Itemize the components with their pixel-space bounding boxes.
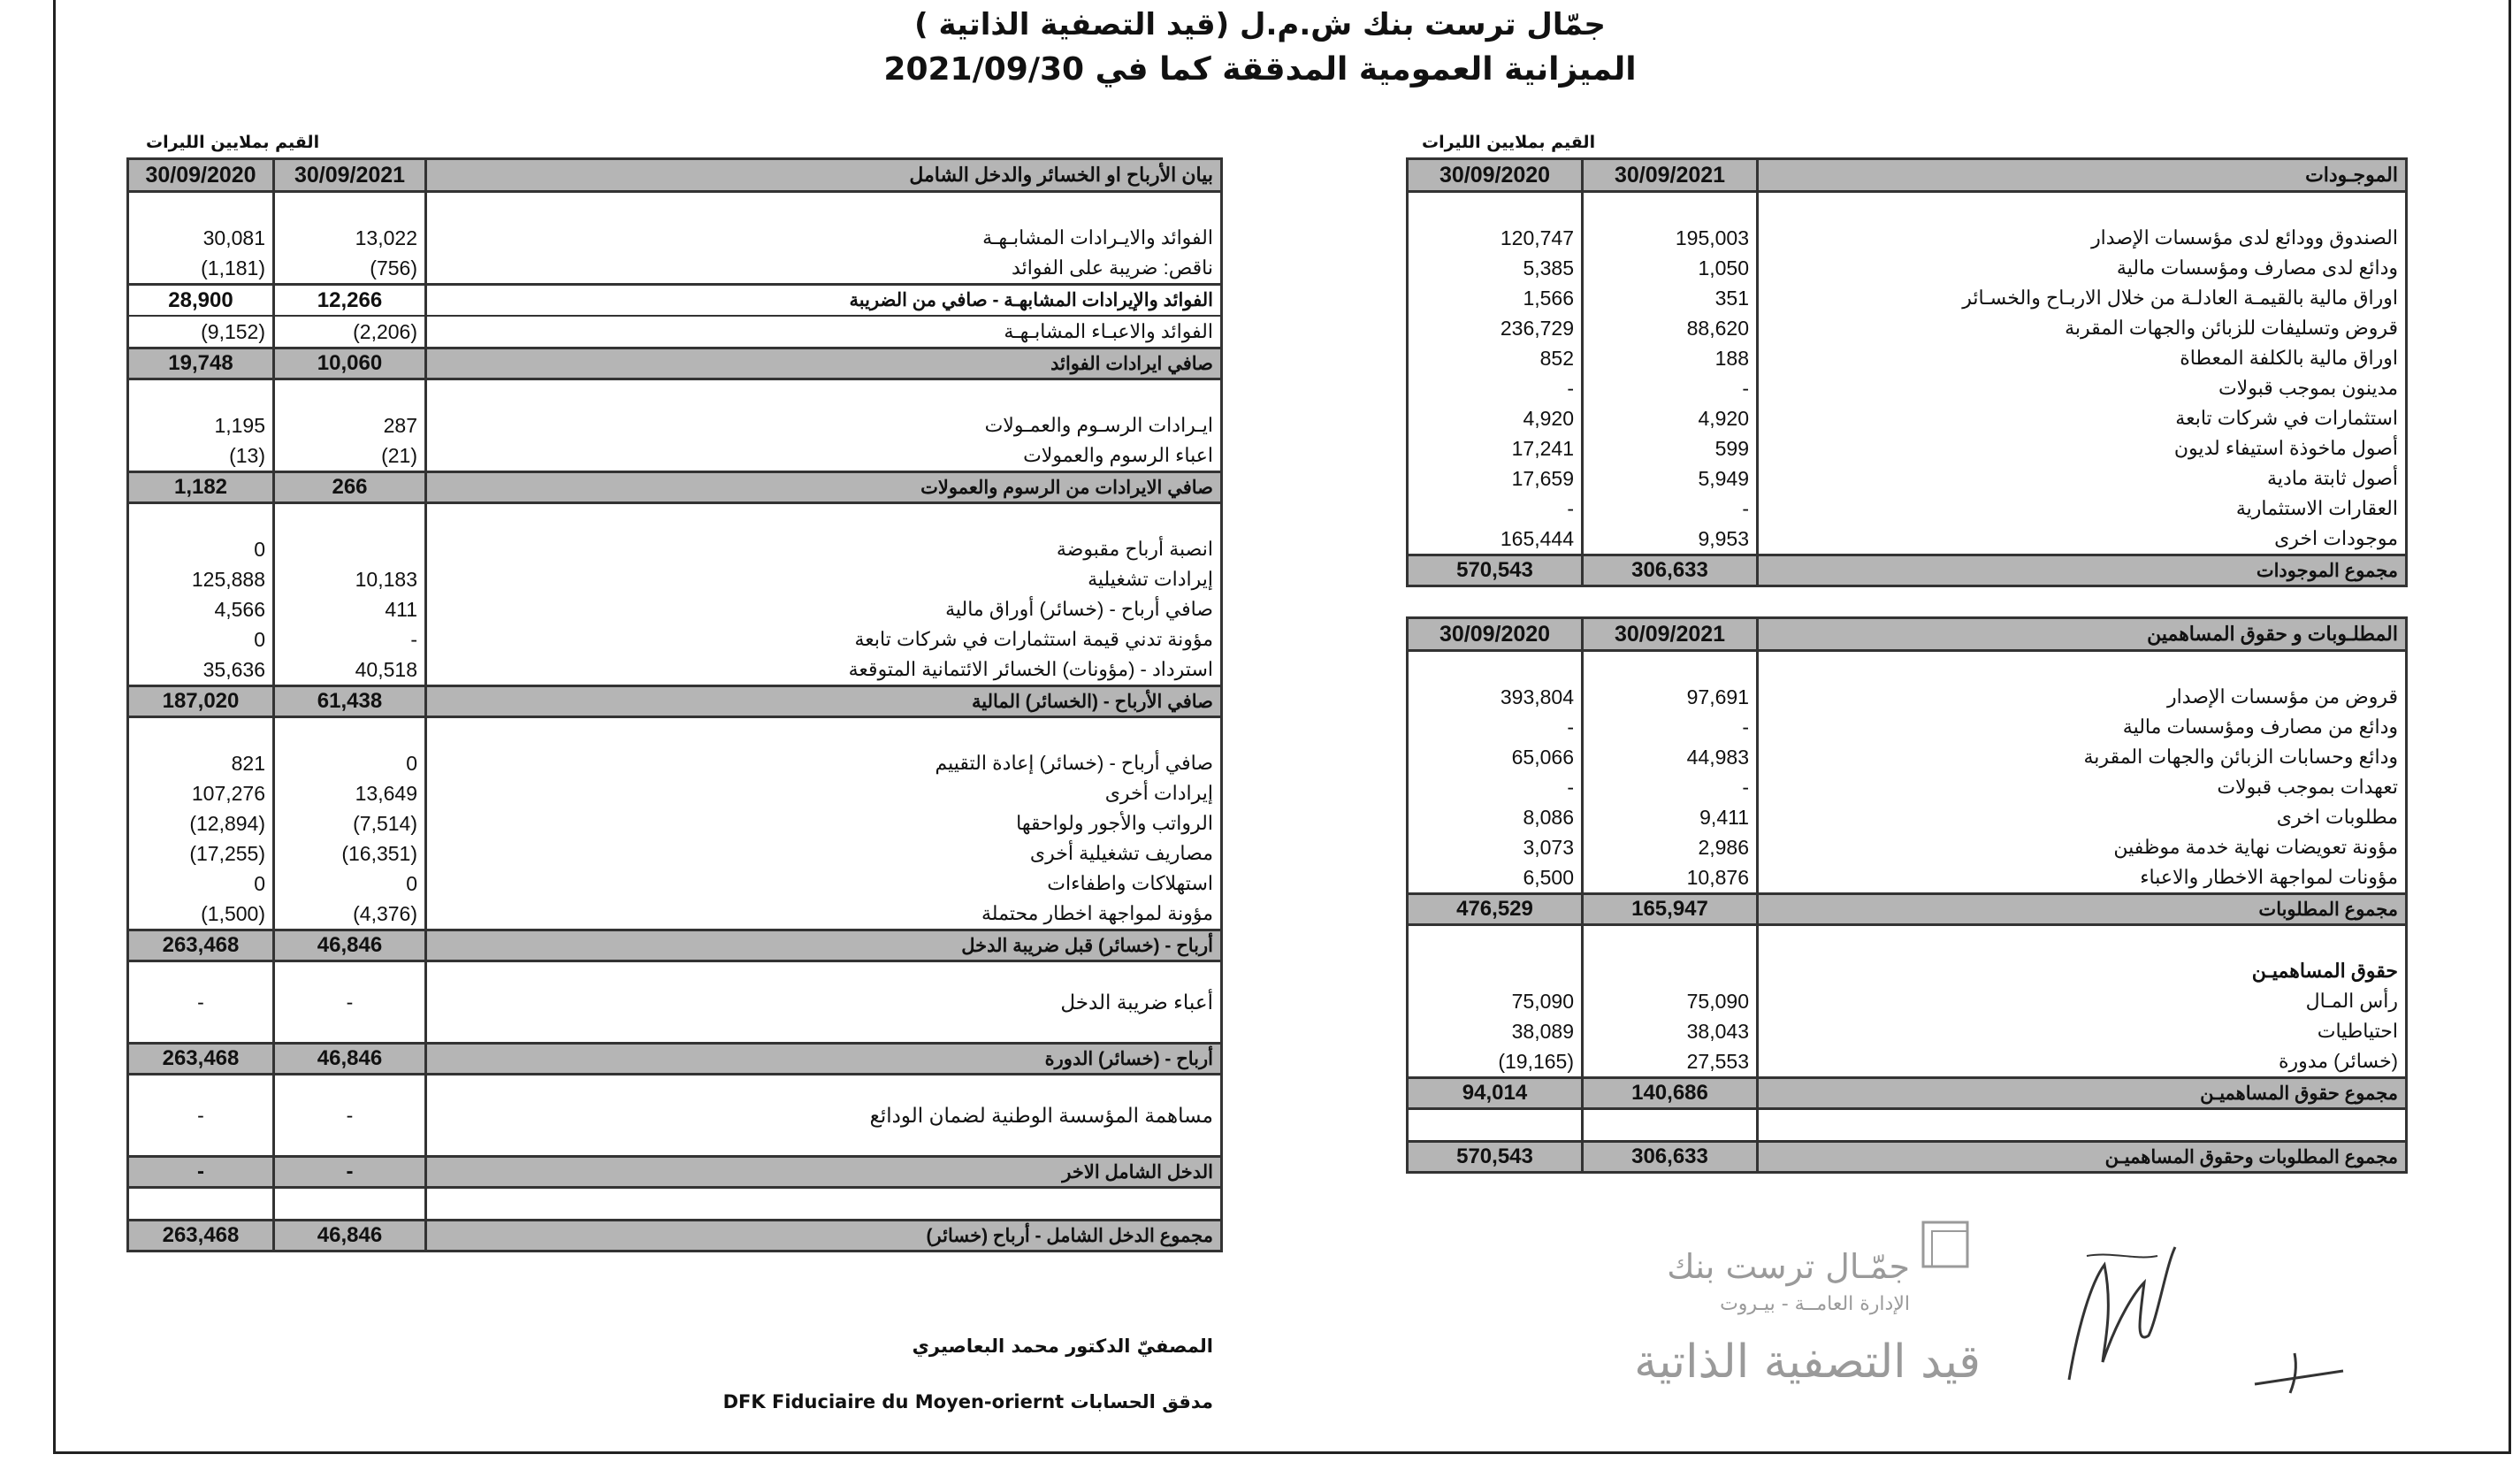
income-net-financial-label: صافي الأرباح - (الخسائر) المالية	[426, 686, 1222, 717]
income-nidc-contribution	[128, 1075, 1222, 1157]
asset-row-label: الصندوق وودائع لدى مؤسسات الإصدار	[1758, 223, 2407, 253]
assets-total-2021: 306,633	[1583, 555, 1758, 586]
income-gap-4	[128, 717, 1222, 749]
income-gap-5	[128, 1188, 1222, 1221]
liability-row	[1408, 772, 2407, 802]
equity-row-label: احتياطيات	[1758, 1016, 2407, 1046]
equity-title-row	[1408, 956, 2407, 986]
income-total-comprehensive-label: مجموع الدخل الشامل - أرباح (خسائر)	[426, 1221, 1222, 1252]
asset-row	[1408, 223, 2407, 253]
income-row	[128, 223, 1222, 253]
income-row-2021: 13,649	[274, 778, 426, 808]
income-row	[128, 778, 1222, 808]
asset-row	[1408, 343, 2407, 373]
liability-row-label: ودائع وحسابات الزبائن والجهات المقربة	[1758, 742, 2407, 772]
income-row-2021: (16,351)	[274, 838, 426, 869]
equity-row-2021: 38,043	[1583, 1016, 1758, 1046]
income-row-label: مصاريف تشغيلية أخرى	[426, 838, 1222, 869]
income-row	[128, 253, 1222, 285]
income-row-2021: (4,376)	[274, 899, 426, 930]
income-row	[128, 624, 1222, 654]
liabilities-col-2020: 30/09/2020	[1408, 618, 1583, 651]
income-net-financial-2020: 187,020	[128, 686, 274, 717]
asset-row	[1408, 283, 2407, 313]
asset-row	[1408, 403, 2407, 433]
income-row-2021	[274, 534, 426, 564]
income-row-2021: (7,514)	[274, 808, 426, 838]
income-oci	[128, 1157, 1222, 1188]
grand-total-row	[1408, 1142, 2407, 1173]
assets-total-2020: 570,543	[1408, 555, 1583, 586]
liability-row-2020: 8,086	[1408, 802, 1583, 832]
income-oci-label: الدخل الشامل الاخر	[426, 1157, 1222, 1188]
asset-row	[1408, 494, 2407, 524]
income-row-2021: 40,518	[274, 654, 426, 686]
liabilities-total-2021: 165,947	[1583, 894, 1758, 925]
income-period-result-2020: 263,468	[128, 1044, 274, 1075]
income-period-result	[128, 1044, 1222, 1075]
equity-row-2021: 75,090	[1583, 986, 1758, 1016]
asset-row-2020: 17,241	[1408, 433, 1583, 463]
assets-table	[1406, 157, 2408, 587]
asset-row-2021: 188	[1583, 343, 1758, 373]
liability-row-2021: 44,983	[1583, 742, 1758, 772]
asset-row	[1408, 463, 2407, 494]
assets-title: الموجـودات	[1758, 159, 2407, 192]
asset-row-label: العقارات الاستثمارية	[1758, 494, 2407, 524]
income-gap-3	[128, 503, 1222, 535]
income-row-label: صافي أرباح - (خسائر) إعادة التقييم	[426, 748, 1222, 778]
liability-row-2021: 10,876	[1583, 862, 1758, 894]
liability-row-2021: -	[1583, 712, 1758, 742]
liability-row-label: تعهدات بموجب قبولات	[1758, 772, 2407, 802]
income-nidc-contribution-2021: -	[274, 1075, 426, 1157]
income-row-2021: (756)	[274, 253, 426, 285]
asset-row-2020: 120,747	[1408, 223, 1583, 253]
equity-row-2021: 27,553	[1583, 1046, 1758, 1078]
income-row-2021: 287	[274, 410, 426, 440]
income-col-2020: 30/09/2020	[128, 159, 274, 192]
income-oci-2020: -	[128, 1157, 274, 1188]
income-row-2020: 125,888	[128, 564, 274, 594]
liability-row	[1408, 832, 2407, 862]
asset-row-2020: 4,920	[1408, 403, 1583, 433]
equity-row	[1408, 986, 2407, 1016]
income-pre-tax	[128, 930, 1222, 961]
liability-row-2020: 393,804	[1408, 682, 1583, 712]
income-row-label: إيرادات تشغيلية	[426, 564, 1222, 594]
income-row-2021: 0	[274, 869, 426, 899]
asset-row-2020: 165,444	[1408, 524, 1583, 555]
income-row-2020: (13)	[128, 440, 274, 472]
income-row-2021: 0	[274, 748, 426, 778]
income-row-2021: (21)	[274, 440, 426, 472]
liabilities-total-2020: 476,529	[1408, 894, 1583, 925]
grand-gap-row	[1408, 1109, 2407, 1142]
income-interest-net-of-tax-2020: 28,900	[128, 285, 274, 317]
income-pre-tax-2021: 46,846	[274, 930, 426, 961]
asset-row-2020: 236,729	[1408, 313, 1583, 343]
bank-title: جمّال ترست بنك ش.م.ل (قيد التصفية الذاتية )	[914, 7, 1606, 42]
asset-row-label: أصول ثابتة مادية	[1758, 463, 2407, 494]
asset-row-2020: -	[1408, 494, 1583, 524]
liabilities-table	[1406, 616, 2408, 1174]
signature-mark	[2246, 1344, 2352, 1397]
income-row	[128, 534, 1222, 564]
income-row-2020: 30,081	[128, 223, 274, 253]
liabilities-col-2021: 30/09/2021	[1583, 618, 1758, 651]
income-net-interest-2020: 19,748	[128, 348, 274, 379]
income-net-fees-2020: 1,182	[128, 472, 274, 503]
income-row-label: انصبة أرباح مقبوضة	[426, 534, 1222, 564]
income-gap-2	[128, 379, 1222, 411]
income-row-2021: 13,022	[274, 223, 426, 253]
asset-row-2020: -	[1408, 373, 1583, 403]
stamp-status: قيد التصفية الذاتية	[1634, 1336, 1981, 1389]
assets-header-row	[1408, 159, 2407, 192]
liability-row-label: ودائع من مصارف ومؤسسات مالية	[1758, 712, 2407, 742]
income-period-result-2021: 46,846	[274, 1044, 426, 1075]
liability-row	[1408, 802, 2407, 832]
income-net-financial	[128, 686, 1222, 717]
income-row	[128, 869, 1222, 899]
liability-row-label: مؤونة تعويضات نهاية خدمة موظفين	[1758, 832, 2407, 862]
liability-row-2020: 65,066	[1408, 742, 1583, 772]
auditor-name: DFK Fiduciaire du Moyen-oriernt	[722, 1391, 1065, 1412]
liquidator-name: المصفيّ الدكتور محمد البعاصيري	[912, 1336, 1213, 1357]
assets-col-2021: 30/09/2021	[1583, 159, 1758, 192]
income-row-2020: 4,566	[128, 594, 274, 624]
income-row-2020: 0	[128, 624, 274, 654]
equity-gap-row	[1408, 925, 2407, 957]
asset-row-label: قروض وتسليفات للزبائن والجهات المقربة	[1758, 313, 2407, 343]
equity-total-2021: 140,686	[1583, 1078, 1758, 1109]
income-interest-expense-2021: (2,206)	[274, 316, 426, 348]
income-interest-expense-2020: (9,152)	[128, 316, 274, 348]
income-nidc-contribution-2020: -	[128, 1075, 274, 1157]
asset-row-2021: 88,620	[1583, 313, 1758, 343]
income-row-2020: (1,181)	[128, 253, 274, 285]
stamp-bank-name: جمّـال ترست بنك	[1667, 1247, 1910, 1286]
income-row-label: صافي أرباح - (خسائر) أوراق مالية	[426, 594, 1222, 624]
liability-row-2021: 97,691	[1583, 682, 1758, 712]
auditor-line	[723, 1391, 1213, 1412]
asset-row	[1408, 313, 2407, 343]
income-row	[128, 564, 1222, 594]
income-rows	[128, 192, 1222, 1252]
income-nidc-contribution-label: مساهمة المؤسسة الوطنية لضمان الودائع	[426, 1075, 1222, 1157]
liability-row-label: قروض من مؤسسات الإصدار	[1758, 682, 2407, 712]
grand-total-2020: 570,543	[1408, 1142, 1583, 1173]
asset-row-2020: 5,385	[1408, 253, 1583, 283]
income-interest-expense-label: الفوائد والاعبـاء المشابـهـة	[426, 316, 1222, 348]
income-net-interest	[128, 348, 1222, 379]
income-oci-2021: -	[274, 1157, 426, 1188]
income-row-label: مؤونة تدني قيمة استثمارات في شركات تابعة	[426, 624, 1222, 654]
income-table	[126, 157, 1223, 1252]
income-total-comprehensive	[128, 1221, 1222, 1252]
income-row-label: استرداد - (مؤونات) الخسائر الائتمانية المتوقعة	[426, 654, 1222, 686]
income-row-2021: 10,183	[274, 564, 426, 594]
income-units-label: القيم بملايين الليرات	[146, 133, 320, 152]
company-stamp	[1592, 1212, 2016, 1424]
income-row-2021: 411	[274, 594, 426, 624]
income-net-fees-2021: 266	[274, 472, 426, 503]
assets-rows	[1408, 192, 2407, 555]
equity-total-label: مجموع حقوق المساهميـن	[1758, 1078, 2407, 1109]
income-interest-net-of-tax	[128, 285, 1222, 317]
liability-row	[1408, 712, 2407, 742]
income-row-2020: 35,636	[128, 654, 274, 686]
income-interest-net-of-tax-2021: 12,266	[274, 285, 426, 317]
asset-row	[1408, 524, 2407, 555]
equity-row-label: رأس المـال	[1758, 986, 2407, 1016]
income-row-2020: (1,500)	[128, 899, 274, 930]
signature-scribble	[2051, 1229, 2193, 1397]
liability-row-2021: 2,986	[1583, 832, 1758, 862]
asset-row-2021: -	[1583, 373, 1758, 403]
income-row-label: الفوائد والايـرادات المشابـهـة	[426, 223, 1222, 253]
liabilities-header-row	[1408, 618, 2407, 651]
income-net-interest-2021: 10,060	[274, 348, 426, 379]
income-row-2020: 107,276	[128, 778, 274, 808]
income-period-result-label: أرباح - (خسائر) الدورة	[426, 1044, 1222, 1075]
income-tax-2020: -	[128, 961, 274, 1044]
liability-row	[1408, 682, 2407, 712]
income-row-2020: 0	[128, 534, 274, 564]
liability-row-2021: 9,411	[1583, 802, 1758, 832]
statement-title: الميزانية العمومية المدققة كما في 2021/09/30	[883, 51, 1637, 88]
income-row	[128, 838, 1222, 869]
income-row	[128, 808, 1222, 838]
liability-row-2020: 6,500	[1408, 862, 1583, 894]
assets-gap-row	[1408, 192, 2407, 224]
auditor-label: مدقق الحسابات	[1070, 1391, 1213, 1412]
income-row	[128, 654, 1222, 686]
income-pre-tax-2020: 263,468	[128, 930, 274, 961]
asset-row-label: ودائع لدى مصارف ومؤسسات مالية	[1758, 253, 2407, 283]
liab-gap-row	[1408, 651, 2407, 683]
liability-row-2020: -	[1408, 712, 1583, 742]
income-net-interest-label: صافي ايرادات الفوائد	[426, 348, 1222, 379]
income-net-fees	[128, 472, 1222, 503]
grand-total-2021: 306,633	[1583, 1142, 1758, 1173]
income-total-comprehensive-2020: 263,468	[128, 1221, 274, 1252]
liability-row	[1408, 742, 2407, 772]
income-row-label: الرواتب والأجور ولواحقها	[426, 808, 1222, 838]
equity-total-2020: 94,014	[1408, 1078, 1583, 1109]
income-total-comprehensive-2021: 46,846	[274, 1221, 426, 1252]
liability-row-2020: 3,073	[1408, 832, 1583, 862]
asset-row	[1408, 433, 2407, 463]
asset-row-2021: 1,050	[1583, 253, 1758, 283]
equity-row-2020: (19,165)	[1408, 1046, 1583, 1078]
income-interest-expense	[128, 316, 1222, 348]
income-row-label: اعباء الرسوم والعمولات	[426, 440, 1222, 472]
income-row	[128, 899, 1222, 930]
stamp-logo-icon	[1592, 1212, 2016, 1424]
asset-row-2021: 195,003	[1583, 223, 1758, 253]
income-row-2021: -	[274, 624, 426, 654]
income-row-2020: 821	[128, 748, 274, 778]
liability-row	[1408, 862, 2407, 894]
liabilities-total-label: مجموع المطلوبات	[1758, 894, 2407, 925]
equity-row	[1408, 1046, 2407, 1078]
asset-row-label: موجودات اخرى	[1758, 524, 2407, 555]
income-title: بيان الأرباح او الخسائر والدخل الشامل	[426, 159, 1222, 192]
assets-units-label: القيم بملايين الليرات	[1422, 133, 1596, 152]
asset-row	[1408, 253, 2407, 283]
income-row-label: إيرادات أخرى	[426, 778, 1222, 808]
asset-row-2021: 5,949	[1583, 463, 1758, 494]
income-row-label: ناقص: ضريبة على الفوائد	[426, 253, 1222, 285]
income-net-financial-2021: 61,438	[274, 686, 426, 717]
income-row-2020: 0	[128, 869, 274, 899]
assets-total-row	[1408, 555, 2407, 586]
asset-row-label: أصول ماخوذة استيفاء لديون	[1758, 433, 2407, 463]
income-tax-label: أعباء ضريبة الدخل	[426, 961, 1222, 1044]
income-row-2020: 1,195	[128, 410, 274, 440]
income-tax-2021: -	[274, 961, 426, 1044]
income-row	[128, 748, 1222, 778]
liabilities-rows	[1408, 651, 2407, 894]
liability-row-2020: -	[1408, 772, 1583, 802]
asset-row-label: اوراق مالية بالقيمـة العادلـة من خلال الاربـاح والخسـائر	[1758, 283, 2407, 313]
asset-row-label: مدينون بموجب قبولات	[1758, 373, 2407, 403]
income-row-label: استهلاكات واطفاءات	[426, 869, 1222, 899]
equity-row-2020: 38,089	[1408, 1016, 1583, 1046]
income-row-label: مؤونة لمواجهة اخطار محتملة	[426, 899, 1222, 930]
asset-row-label: استثمارات في شركات تابعة	[1758, 403, 2407, 433]
equity-total-row	[1408, 1078, 2407, 1109]
liability-row-2021: -	[1583, 772, 1758, 802]
income-pre-tax-label: أرباح - (خسائر) قبل ضريبة الدخل	[426, 930, 1222, 961]
equity-row	[1408, 1016, 2407, 1046]
income-row-label: ايـرادات الرسـوم والعمـولات	[426, 410, 1222, 440]
asset-row-2021: -	[1583, 494, 1758, 524]
income-col-2021: 30/09/2021	[274, 159, 426, 192]
asset-row-2021: 4,920	[1583, 403, 1758, 433]
income-row	[128, 594, 1222, 624]
income-header-row	[128, 159, 1222, 192]
equity-rows	[1408, 986, 2407, 1078]
income-interest-net-of-tax-label: الفوائد والإيرادات المشابهـة - صافي من الضريبة	[426, 285, 1222, 317]
equity-row-2020: 75,090	[1408, 986, 1583, 1016]
income-tax	[128, 961, 1222, 1044]
asset-row-2020: 17,659	[1408, 463, 1583, 494]
asset-row-label: اوراق مالية بالكلفة المعطاة	[1758, 343, 2407, 373]
asset-row-2021: 599	[1583, 433, 1758, 463]
income-net-fees-label: صافي الايرادات من الرسوم والعمولات	[426, 472, 1222, 503]
asset-row-2021: 9,953	[1583, 524, 1758, 555]
income-row	[128, 440, 1222, 472]
liabilities-title: المطلـوبات و حقوق المساهمين	[1758, 618, 2407, 651]
liabilities-total-row	[1408, 894, 2407, 925]
income-gap-1	[128, 192, 1222, 224]
assets-col-2020: 30/09/2020	[1408, 159, 1583, 192]
stamp-branch: الإدارة العامــة - بيـروت	[1720, 1293, 1910, 1315]
asset-row-2020: 852	[1408, 343, 1583, 373]
assets-total-label: مجموع الموجودات	[1758, 555, 2407, 586]
income-row	[128, 410, 1222, 440]
equity-row-label: (خسائر) مدورة	[1758, 1046, 2407, 1078]
liability-row-label: مؤونات لمواجهة الاخطار والاعباء	[1758, 862, 2407, 894]
asset-row	[1408, 373, 2407, 403]
equity-title: حقوق المساهميـن	[1758, 956, 2407, 986]
asset-row-2020: 1,566	[1408, 283, 1583, 313]
grand-total-label: مجموع المطلوبات وحقوق المساهميـن	[1758, 1142, 2407, 1173]
income-row-2020: (12,894)	[128, 808, 274, 838]
liability-row-label: مطلوبات اخرى	[1758, 802, 2407, 832]
asset-row-2021: 351	[1583, 283, 1758, 313]
income-row-2020: (17,255)	[128, 838, 274, 869]
